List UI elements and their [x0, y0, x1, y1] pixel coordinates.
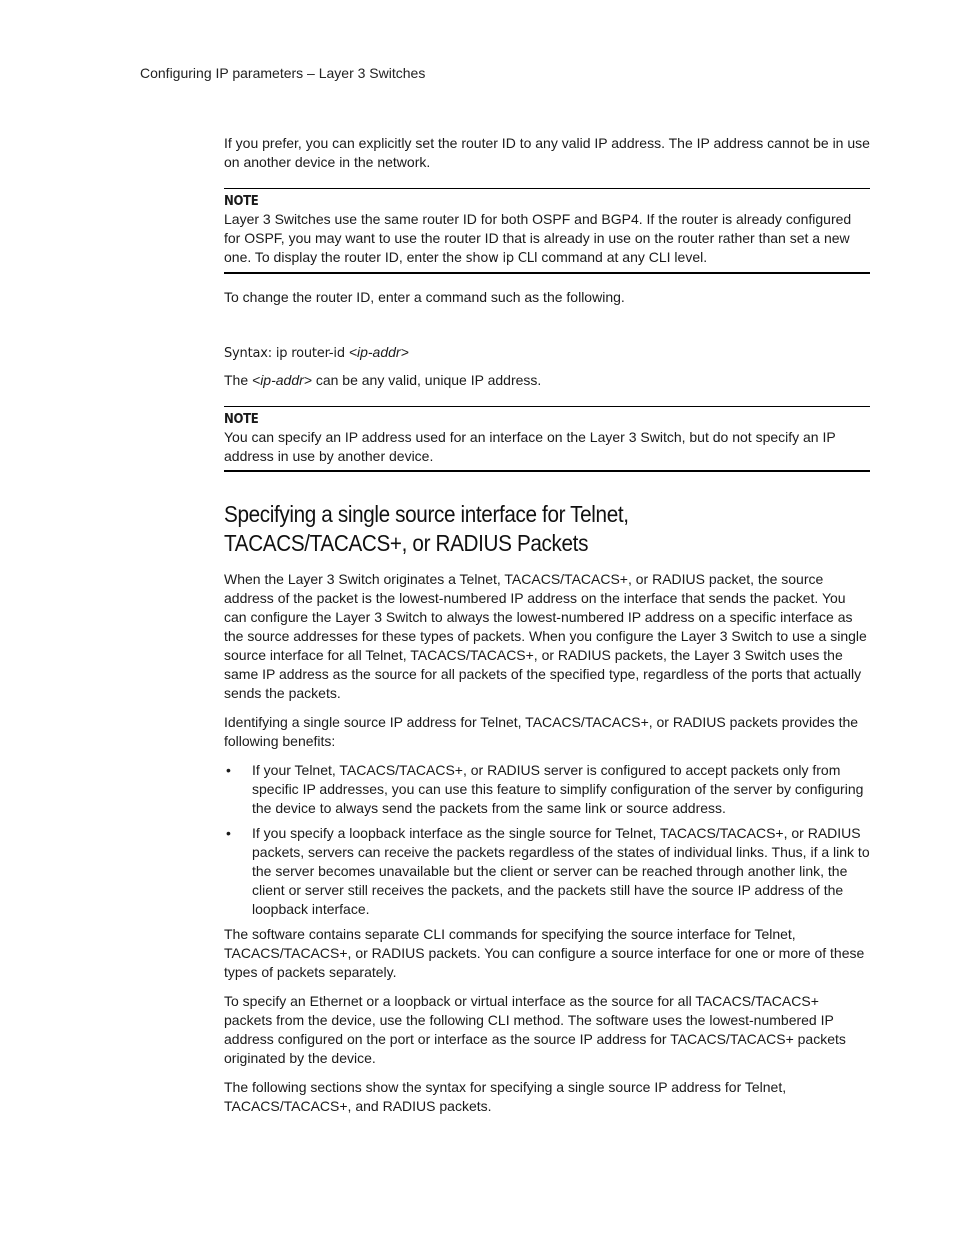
- bullet-icon: •: [226, 762, 231, 778]
- note-text: You can specify an IP address used for an interface on the Layer 3 Switch, but do not specify an IP address in use by another device.: [224, 429, 836, 464]
- list-item: [224, 824, 870, 919]
- intro-paragraph: If you prefer, you can explicitly set the router ID to any valid IP address. The IP address cannot be in use on another device in the network.: [224, 135, 870, 170]
- section-heading: [224, 500, 872, 558]
- syntax-command: Syntax: ip router-id: [224, 346, 349, 361]
- list-item-text: If you specify a loopback interface as the single source for Telnet, TACACS/TACACS+, or RADIUS packets, servers can receive the packets regardless of the states of individual links. Thus, if a link to the server becomes unavailable but the client or server can be reached through another link, the client or server still receives the packets, and the packets still have the source IP address of the loopback interface.: [252, 825, 870, 917]
- section-paragraph-5: The following sections show the syntax for specifying a single source IP address for Telnet, TACACS/TACACS+, and RADIUS packets.: [224, 1079, 787, 1114]
- note-text: [224, 210, 870, 268]
- benefits-list: [224, 761, 870, 919]
- list-item: [224, 761, 870, 818]
- section-paragraph-1: When the Layer 3 Switch originates a Telnet, TACACS/TACACS+, or RADIUS packet, the source address of the packet is the lowest-numbered IP address on the interface that sends the packet. You can configure the Layer 3 Switch to always the lowest-numbered IP address on a specific interface as the source addresses for these types of packets. When you configure the Layer 3 Switch to use a single source interface for all Telnet, TACACS/TACACS+, or RADIUS packets, the Layer 3 Switch uses the same IP address as the source for all packets of the specified type, regardless of the ports that actually sends the packets.: [224, 571, 867, 701]
- argument-description: [224, 371, 870, 390]
- page-content: [224, 134, 870, 1126]
- syntax-line: [224, 343, 870, 363]
- note-box-router-id: [224, 188, 870, 274]
- note-label: NOTE: [224, 412, 259, 427]
- running-header: Configuring IP parameters – Layer 3 Switches: [140, 65, 426, 81]
- change-router-id-paragraph: To change the router ID, enter a command such as the following.: [224, 289, 625, 305]
- note-box-ip-address: [224, 406, 870, 472]
- section-paragraph-4: To specify an Ethernet or a loopback or virtual interface as the source for all TACACS/TACACS+ packets from the device, use the following CLI method. The software uses the lowest-numbered IP address configured on the port or interface as the source IP address for TACACS/TACACS+ packets originated by the device.: [224, 993, 846, 1066]
- bullet-icon: •: [226, 825, 231, 841]
- section-paragraph-3: The software contains separate CLI commands for specifying the source interface for Telnet, TACACS/TACACS+, or RADIUS packets. You can configure a source interface for one or more of these types of packets separately.: [224, 926, 865, 980]
- list-item-text: If your Telnet, TACACS/TACACS+, or RADIUS server is configured to accept packets only from specific IP addresses, you can use this feature to simplify configuration of the server by configuring the device to always send the packets from the same link or source address.: [252, 762, 864, 816]
- note-text-end: command at any CLI level.: [537, 249, 708, 265]
- heading-line-1: Specifying a single source interface for Telnet,: [224, 501, 629, 527]
- section-paragraph-2: Identifying a single source IP address for Telnet, TACACS/TACACS+, or RADIUS packets provides the following benefits:: [224, 714, 859, 749]
- arg-desc-end: can be any valid, unique IP address.: [311, 372, 542, 388]
- note-text-start: Layer 3 Switches use the same router ID for both OSPF and BGP4. If the router is already configured for OSPF, you may want to use the router ID that is already in use on the router rather than set a new one. To display the router ID, enter the: [224, 211, 852, 265]
- heading-line-2: TACACS/TACACS+, or RADIUS Packets: [224, 530, 589, 556]
- cli-command: show ip CLI: [465, 251, 538, 266]
- arg-desc-argument: <ip-addr>: [252, 372, 312, 388]
- syntax-argument: <ip-addr>: [348, 344, 409, 360]
- arg-desc-start: The: [224, 372, 253, 388]
- note-label: NOTE: [224, 194, 259, 209]
